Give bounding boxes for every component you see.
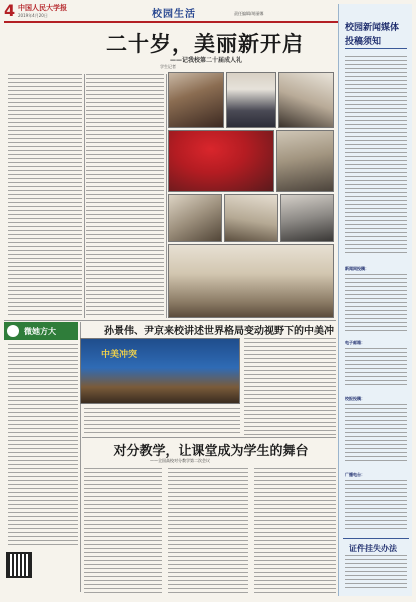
sidebar-title-line1: 校园新闻媒体 xyxy=(345,23,400,33)
article-text-block xyxy=(254,468,336,594)
article-text-block xyxy=(84,468,162,594)
article-text-block xyxy=(86,74,164,318)
photo xyxy=(226,72,276,128)
photo xyxy=(276,130,334,192)
wechat-title: 微她方大 xyxy=(24,327,56,336)
notice-box-title: 证件挂失办法 xyxy=(349,544,397,553)
paper-name: 中国人民大学报 xyxy=(18,3,67,12)
qr-code-icon xyxy=(6,552,32,578)
section-name: 校园生活 xyxy=(152,9,196,20)
page-number: 4 xyxy=(4,1,16,20)
photo xyxy=(168,72,224,128)
bottom-headline: 对分教学，让课堂成为学生的舞台 xyxy=(113,444,309,459)
sidebar xyxy=(338,4,412,596)
sidebar-text-block xyxy=(345,274,407,334)
main-byline: 学生记者 xyxy=(160,64,176,69)
section-divider xyxy=(82,437,336,438)
photo xyxy=(280,194,334,242)
main-headline: 二十岁，美丽新开启 xyxy=(106,31,304,56)
sidebar-divider xyxy=(345,48,407,49)
wechat-icon xyxy=(7,325,19,337)
stage-backdrop-text: 中美冲突 xyxy=(101,350,138,360)
issue-date: 2019年4月20日 xyxy=(18,13,48,18)
sidebar-text-block xyxy=(345,404,407,464)
photo xyxy=(168,130,274,192)
article-text-block xyxy=(8,74,82,318)
sidebar-heading: 新闻网投稿： xyxy=(345,266,369,271)
column-divider xyxy=(84,74,85,318)
section-divider xyxy=(4,320,336,321)
sidebar-text-block xyxy=(345,480,407,530)
column-divider xyxy=(166,74,167,318)
sidebar-heading: 校报投稿： xyxy=(345,396,365,401)
sidebar-heading: 电子邮箱： xyxy=(345,340,365,345)
photo xyxy=(168,244,334,318)
sidebar-text-block xyxy=(345,348,407,388)
photo xyxy=(224,194,278,242)
editor-line: 责任编辑/胡丽娜 xyxy=(234,11,264,16)
photo xyxy=(168,194,222,242)
photo xyxy=(80,338,240,404)
article-text-block xyxy=(168,468,248,594)
middle-headline: 孙景伟、尹京来校讲述世界格局变动视野下的中美冲 xyxy=(104,326,334,337)
article-text-block xyxy=(244,338,336,436)
sidebar-title-line2: 投稿须知 xyxy=(345,37,382,47)
sidebar-text-block xyxy=(345,56,407,256)
photo xyxy=(278,72,334,128)
notice-text-block xyxy=(345,555,407,591)
article-text-block xyxy=(8,344,78,548)
sidebar-heading: 广播电台： xyxy=(345,472,365,477)
wechat-banner xyxy=(4,322,78,340)
bottom-subheadline: ——全国高校对分教学第二次会议 xyxy=(150,458,210,463)
main-subheadline: ——记我校第二十届成人礼 xyxy=(170,57,243,64)
article-text-block xyxy=(84,408,240,436)
notice-box xyxy=(343,538,409,594)
